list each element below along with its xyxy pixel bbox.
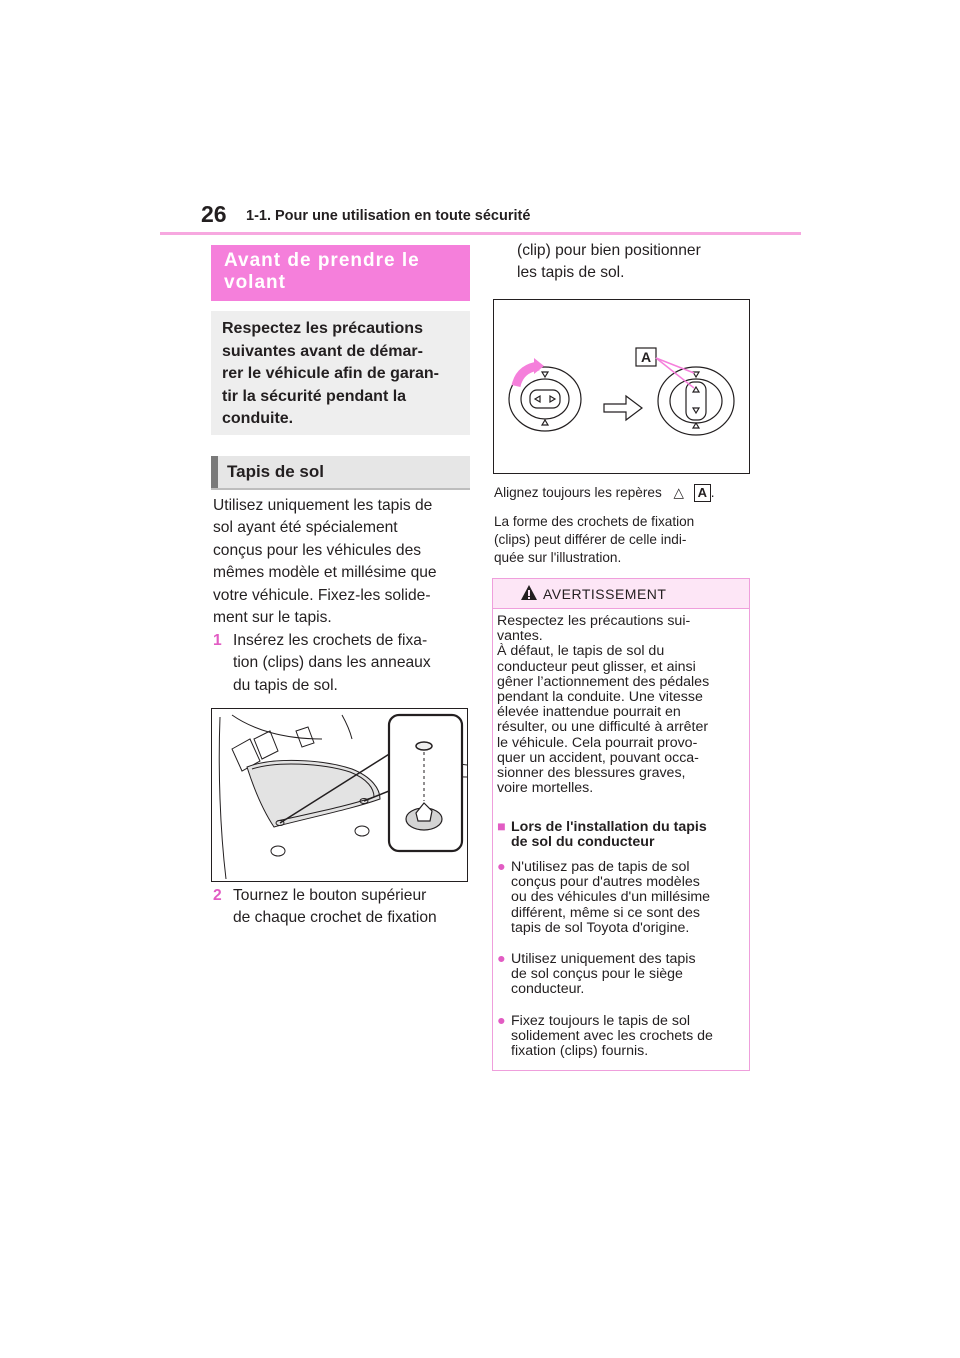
- floor-mat-paragraph: [213, 495, 471, 629]
- warning-bullet: [497, 952, 744, 1000]
- warning-line: sionner des blessures graves,: [497, 765, 686, 782]
- warning-line: voire mortelles.: [497, 780, 594, 797]
- clip-rotation-illustration: [493, 299, 750, 474]
- step-line: (clip) pour bien positionner: [517, 242, 701, 259]
- header-rule: [160, 232, 801, 235]
- paragraph-line: conçus pour les véhicules des: [213, 541, 422, 559]
- step-line: Insérez les crochets de fixa-: [233, 632, 428, 649]
- warning-line: conducteur peut glisser, et ainsi: [497, 658, 696, 675]
- warning-line: gêner l’actionnement des pédales: [497, 673, 710, 690]
- warning-line: vantes.: [497, 628, 543, 645]
- caption-label-a: A: [694, 484, 711, 502]
- warning-line: Respectez les précautions sui-: [497, 613, 691, 629]
- shape-note-caption: [494, 513, 749, 567]
- section-title: 1-1. Pour une utilisation en toute sécurité: [246, 208, 531, 224]
- step-2-continued: [517, 240, 757, 285]
- warning-line: élevée inattendue pourrait en: [497, 704, 681, 721]
- caption-text: Alignez toujours les repères: [494, 485, 662, 500]
- warning-header: [493, 579, 749, 609]
- paragraph-line: mêmes modèle et millésime que: [213, 564, 437, 582]
- step-line: Tournez le bouton supérieur: [233, 887, 427, 904]
- warning-line: le véhicule. Cela pourrait provo-: [497, 734, 698, 751]
- caption-line: (clips) peut différer de celle indi-: [494, 532, 687, 547]
- caption-line: La forme des crochets de fixation: [494, 514, 695, 529]
- warning-subheading: [497, 820, 744, 852]
- bullet-line: conçus pour d'autres modèles: [511, 874, 700, 891]
- caption-line: quée sur l'illustration.: [494, 550, 622, 565]
- intro-line: tir la sécurité pendant la: [222, 387, 407, 405]
- page-number: 26: [201, 201, 227, 227]
- circle-bullet-icon: ●: [497, 951, 506, 967]
- step-line: tion (clips) dans les anneaux: [233, 654, 431, 672]
- bullet-line: conducteur.: [511, 981, 585, 998]
- alignment-caption: [494, 484, 715, 502]
- warning-bullet: [497, 1014, 744, 1062]
- floor-mat-drawing: [212, 709, 467, 881]
- warning-line: quer un accident, pouvant occa-: [497, 749, 699, 766]
- bullet-line: solidement avec les crochets de: [511, 1028, 713, 1045]
- intro-line: conduite.: [222, 410, 294, 427]
- caption-period: .: [710, 485, 715, 500]
- paragraph-line: votre véhicule. Fixez-les solide-: [213, 586, 431, 604]
- step-line: de chaque crochet de fixation: [233, 909, 437, 927]
- step-number: 1: [213, 632, 222, 649]
- bullet-line: tapis de sol Toyota d'origine.: [511, 919, 690, 936]
- warning-line: résulter, ou une difficulté à arrêter: [497, 719, 709, 736]
- warning-triangle-icon: [520, 584, 538, 601]
- square-bullet-icon: ■: [497, 819, 506, 835]
- paragraph-line: ment sur le tapis.: [213, 609, 332, 627]
- warning-intro: [497, 614, 744, 796]
- subheading-rule: [211, 488, 470, 490]
- step-number: 2: [213, 887, 222, 904]
- banner-line-1: Avant de prendre le: [224, 250, 420, 271]
- step-2: [213, 885, 471, 935]
- warning-line: À défaut, le tapis de sol du: [497, 643, 665, 660]
- subheading-floor-mats: Tapis de sol: [211, 456, 470, 488]
- floor-mat-illustration: [211, 708, 468, 882]
- step-line: les tapis de sol.: [517, 264, 625, 282]
- bullet-line: ou des véhicules d'un millésime: [511, 889, 711, 906]
- intro-box: [211, 311, 470, 435]
- clip-rotation-drawing: [494, 300, 749, 473]
- step-1: [213, 630, 471, 700]
- step-text: [233, 885, 437, 930]
- section-banner: [211, 245, 470, 301]
- circle-bullet-icon: ●: [497, 1013, 506, 1029]
- subheading-line: de sol du conducteur: [511, 834, 655, 851]
- warning-title: AVERTISSEMENT: [543, 586, 667, 602]
- step-text: [233, 630, 431, 697]
- bullet-line: Utilisez uniquement des tapis: [511, 951, 696, 967]
- warning-line: pendant la conduite. Une vitesse: [497, 689, 703, 706]
- warning-bullet: [497, 860, 744, 938]
- subheading-line: Lors de l'installation du tapis: [511, 819, 707, 835]
- banner-line-2: volant: [224, 272, 286, 293]
- circle-bullet-icon: ●: [497, 859, 506, 875]
- bullet-line: différent, même si ce sont des: [511, 904, 700, 921]
- triangle-mark-icon: △: [673, 485, 684, 500]
- paragraph-line: sol ayant été spécialement: [213, 519, 398, 537]
- bullet-line: N'utilisez pas de tapis de sol: [511, 859, 690, 875]
- intro-line: rer le véhicule afin de garan-: [222, 365, 439, 382]
- intro-line: suivantes avant de démar-: [222, 342, 423, 360]
- figure-label-a: A: [640, 349, 652, 365]
- bullet-line: fixation (clips) fournis.: [511, 1043, 649, 1060]
- bullet-line: de sol conçus pour le siège: [511, 966, 683, 983]
- paragraph-line: Utilisez uniquement les tapis de: [213, 497, 433, 514]
- bullet-line: Fixez toujours le tapis de sol: [511, 1013, 691, 1029]
- step-line: du tapis de sol.: [233, 676, 338, 694]
- intro-line: Respectez les précautions: [222, 320, 423, 337]
